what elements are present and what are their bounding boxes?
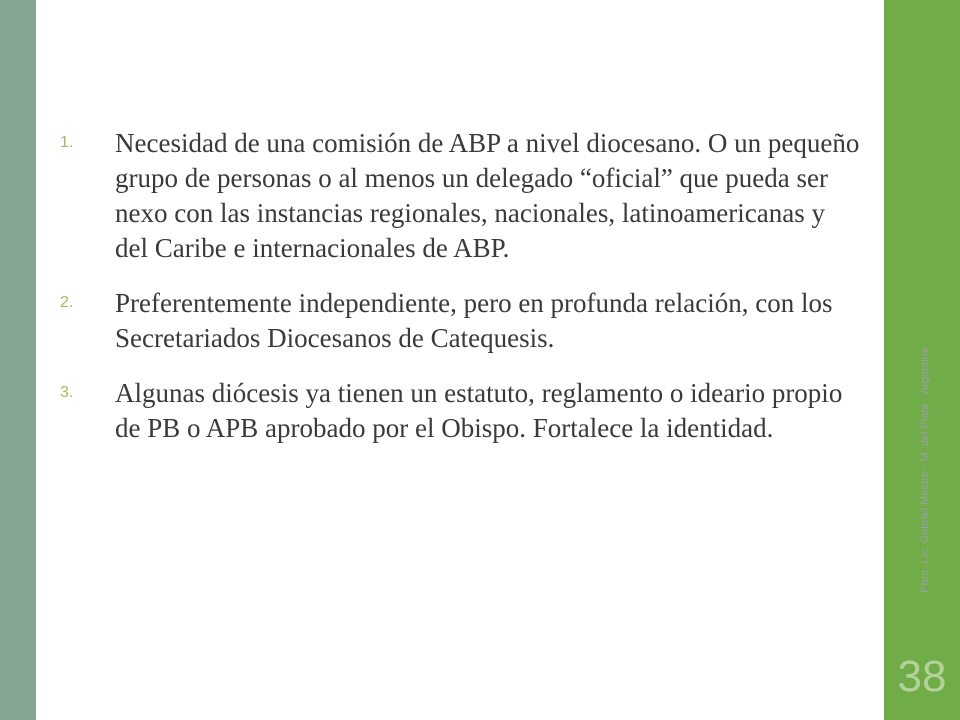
- page-number: 38: [897, 652, 947, 701]
- list-item-1: [60, 126, 860, 266]
- item-text: Preferentemente independiente, pero en profunda relación, con los Secretariados Diocesanos de Catequesis.: [115, 288, 833, 353]
- item-text: Necesidad de una comisión de ABP a nivel diocesano. O un pequeño grupo de personas o al menos un delegado “oficial” que pueda ser nexo con las instancias regionales, nacionales, latinoamericanas y del Caribe e internacionales de ABP.: [115, 128, 860, 263]
- list-item-2: [60, 286, 860, 356]
- item-number: 2.: [60, 294, 74, 311]
- slide-content: [60, 126, 860, 466]
- item-number: 3.: [60, 384, 74, 401]
- slide-footer: Pbro. Lic. Gabriel Mestre - M. del Plata - Argentina: [919, 347, 931, 593]
- left-accent-bar: [0, 0, 36, 720]
- list-item-3: [60, 376, 860, 446]
- item-number: 1.: [60, 134, 74, 151]
- item-text: Algunas diócesis ya tienen un estatuto, reglamento o ideario propio de PB o APB aprobado por el Obispo. Fortalece la identidad.: [115, 378, 843, 443]
